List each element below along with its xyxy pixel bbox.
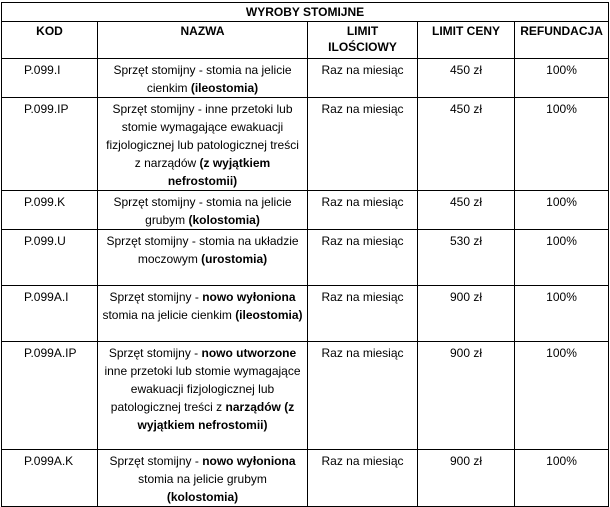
cell-refundacja: 100% <box>515 191 609 230</box>
table-row <box>2 342 609 450</box>
header-refundacja: REFUNDACJA <box>515 22 609 59</box>
nazwa-bold-text: (ileostomia) <box>235 308 303 322</box>
nazwa-bold-text: (kolostomia) <box>166 490 239 504</box>
table-row <box>2 191 609 230</box>
cell-kod: P.099A.K <box>2 450 98 507</box>
cell-limit-ilosciowy: Raz na miesiąc <box>308 59 418 98</box>
cell-limit-ceny: 530 zł <box>418 230 515 286</box>
cell-nazwa <box>98 191 308 230</box>
cell-limit-ilosciowy: Raz na miesiąc <box>308 230 418 286</box>
cell-kod: P.099A.I <box>2 286 98 342</box>
cell-refundacja: 100% <box>515 450 609 507</box>
cell-nazwa <box>98 98 308 191</box>
nazwa-bold-text: (kolostomia) <box>188 213 260 227</box>
nazwa-bold-text: nowo wyłoniona <box>202 290 296 304</box>
nazwa-bold-text: (ileostomia) <box>190 81 259 95</box>
cell-refundacja: 100% <box>515 342 609 450</box>
cell-kod: P.099A.IP <box>2 342 98 450</box>
table-row <box>2 450 609 507</box>
cell-kod: P.099.IP <box>2 98 98 191</box>
cell-limit-ceny: 450 zł <box>418 98 515 191</box>
cell-limit-ceny: 900 zł <box>418 450 515 507</box>
table-row <box>2 59 609 98</box>
cell-refundacja: 100% <box>515 59 609 98</box>
table-row <box>2 286 609 342</box>
nazwa-text: Sprzęt stomijny - stomia na jelicie grubym <box>113 195 292 227</box>
cell-refundacja: 100% <box>515 230 609 286</box>
cell-kod: P.099.U <box>2 230 98 286</box>
cell-nazwa <box>98 230 308 286</box>
cell-nazwa <box>98 450 308 507</box>
cell-nazwa <box>98 342 308 450</box>
nazwa-bold-text: (z wyjątkiem nefrostomii) <box>167 156 271 188</box>
cell-kod: P.099.K <box>2 191 98 230</box>
nazwa-text: Sprzęt stomijny - <box>108 346 202 360</box>
table-title-row <box>2 3 609 22</box>
nazwa-text: Sprzęt stomijny - <box>109 290 203 304</box>
cell-kod: P.099.I <box>2 59 98 98</box>
cell-nazwa <box>98 286 308 342</box>
nazwa-text: Sprzęt stomijny - <box>109 454 203 468</box>
nazwa-text: inne przetoki lub stomie wymagające ewakuacji fizjologicznej lub patologicznej treści z <box>104 364 301 414</box>
header-kod: KOD <box>2 22 98 59</box>
cell-limit-ilosciowy: Raz na miesiąc <box>308 98 418 191</box>
header-nazwa: NAZWA <box>98 22 308 59</box>
cell-limit-ilosciowy: Raz na miesiąc <box>308 450 418 507</box>
table-row <box>2 98 609 191</box>
cell-limit-ceny: 450 zł <box>418 191 515 230</box>
header-limit-ilosciowy: LIMIT ILOŚCIOWY <box>308 22 418 59</box>
nazwa-text: Sprzęt stomijny - stomia na jelicie cienkim <box>113 63 292 95</box>
stoma-products-table <box>1 2 609 507</box>
header-limit-ceny: LIMIT CENY <box>418 22 515 59</box>
cell-limit-ilosciowy: Raz na miesiąc <box>308 286 418 342</box>
nazwa-bold-text: nowo utworzone <box>201 346 297 360</box>
cell-limit-ilosciowy: Raz na miesiąc <box>308 191 418 230</box>
cell-limit-ilosciowy: Raz na miesiąc <box>308 342 418 450</box>
table-row <box>2 230 609 286</box>
cell-limit-ceny: 450 zł <box>418 59 515 98</box>
cell-nazwa <box>98 59 308 98</box>
cell-limit-ceny: 900 zł <box>418 342 515 450</box>
cell-refundacja: 100% <box>515 286 609 342</box>
table-title: WYROBY STOMIJNE <box>2 3 609 22</box>
table-header-row <box>2 22 609 59</box>
nazwa-bold-text: (urostomia) <box>201 252 268 266</box>
nazwa-text: Sprzęt stomijny - inne przetoki lub stomie wymagające ewakuacji fizjologicznej lub patologicznej treści z narządów <box>106 102 299 170</box>
nazwa-text: stomia na jelicie cienkim <box>102 308 236 322</box>
cell-refundacja: 100% <box>515 98 609 191</box>
nazwa-bold-text: nowo wyłoniona <box>202 454 296 468</box>
table-body <box>2 59 609 507</box>
cell-limit-ceny: 900 zł <box>418 286 515 342</box>
nazwa-bold-text: narządów (z wyjątkiem nefrostomii) <box>137 400 295 432</box>
nazwa-text: Sprzęt stomijny - stomia na układzie moczowym <box>106 234 299 266</box>
nazwa-text: stomia na jelicie grubym <box>138 472 267 486</box>
